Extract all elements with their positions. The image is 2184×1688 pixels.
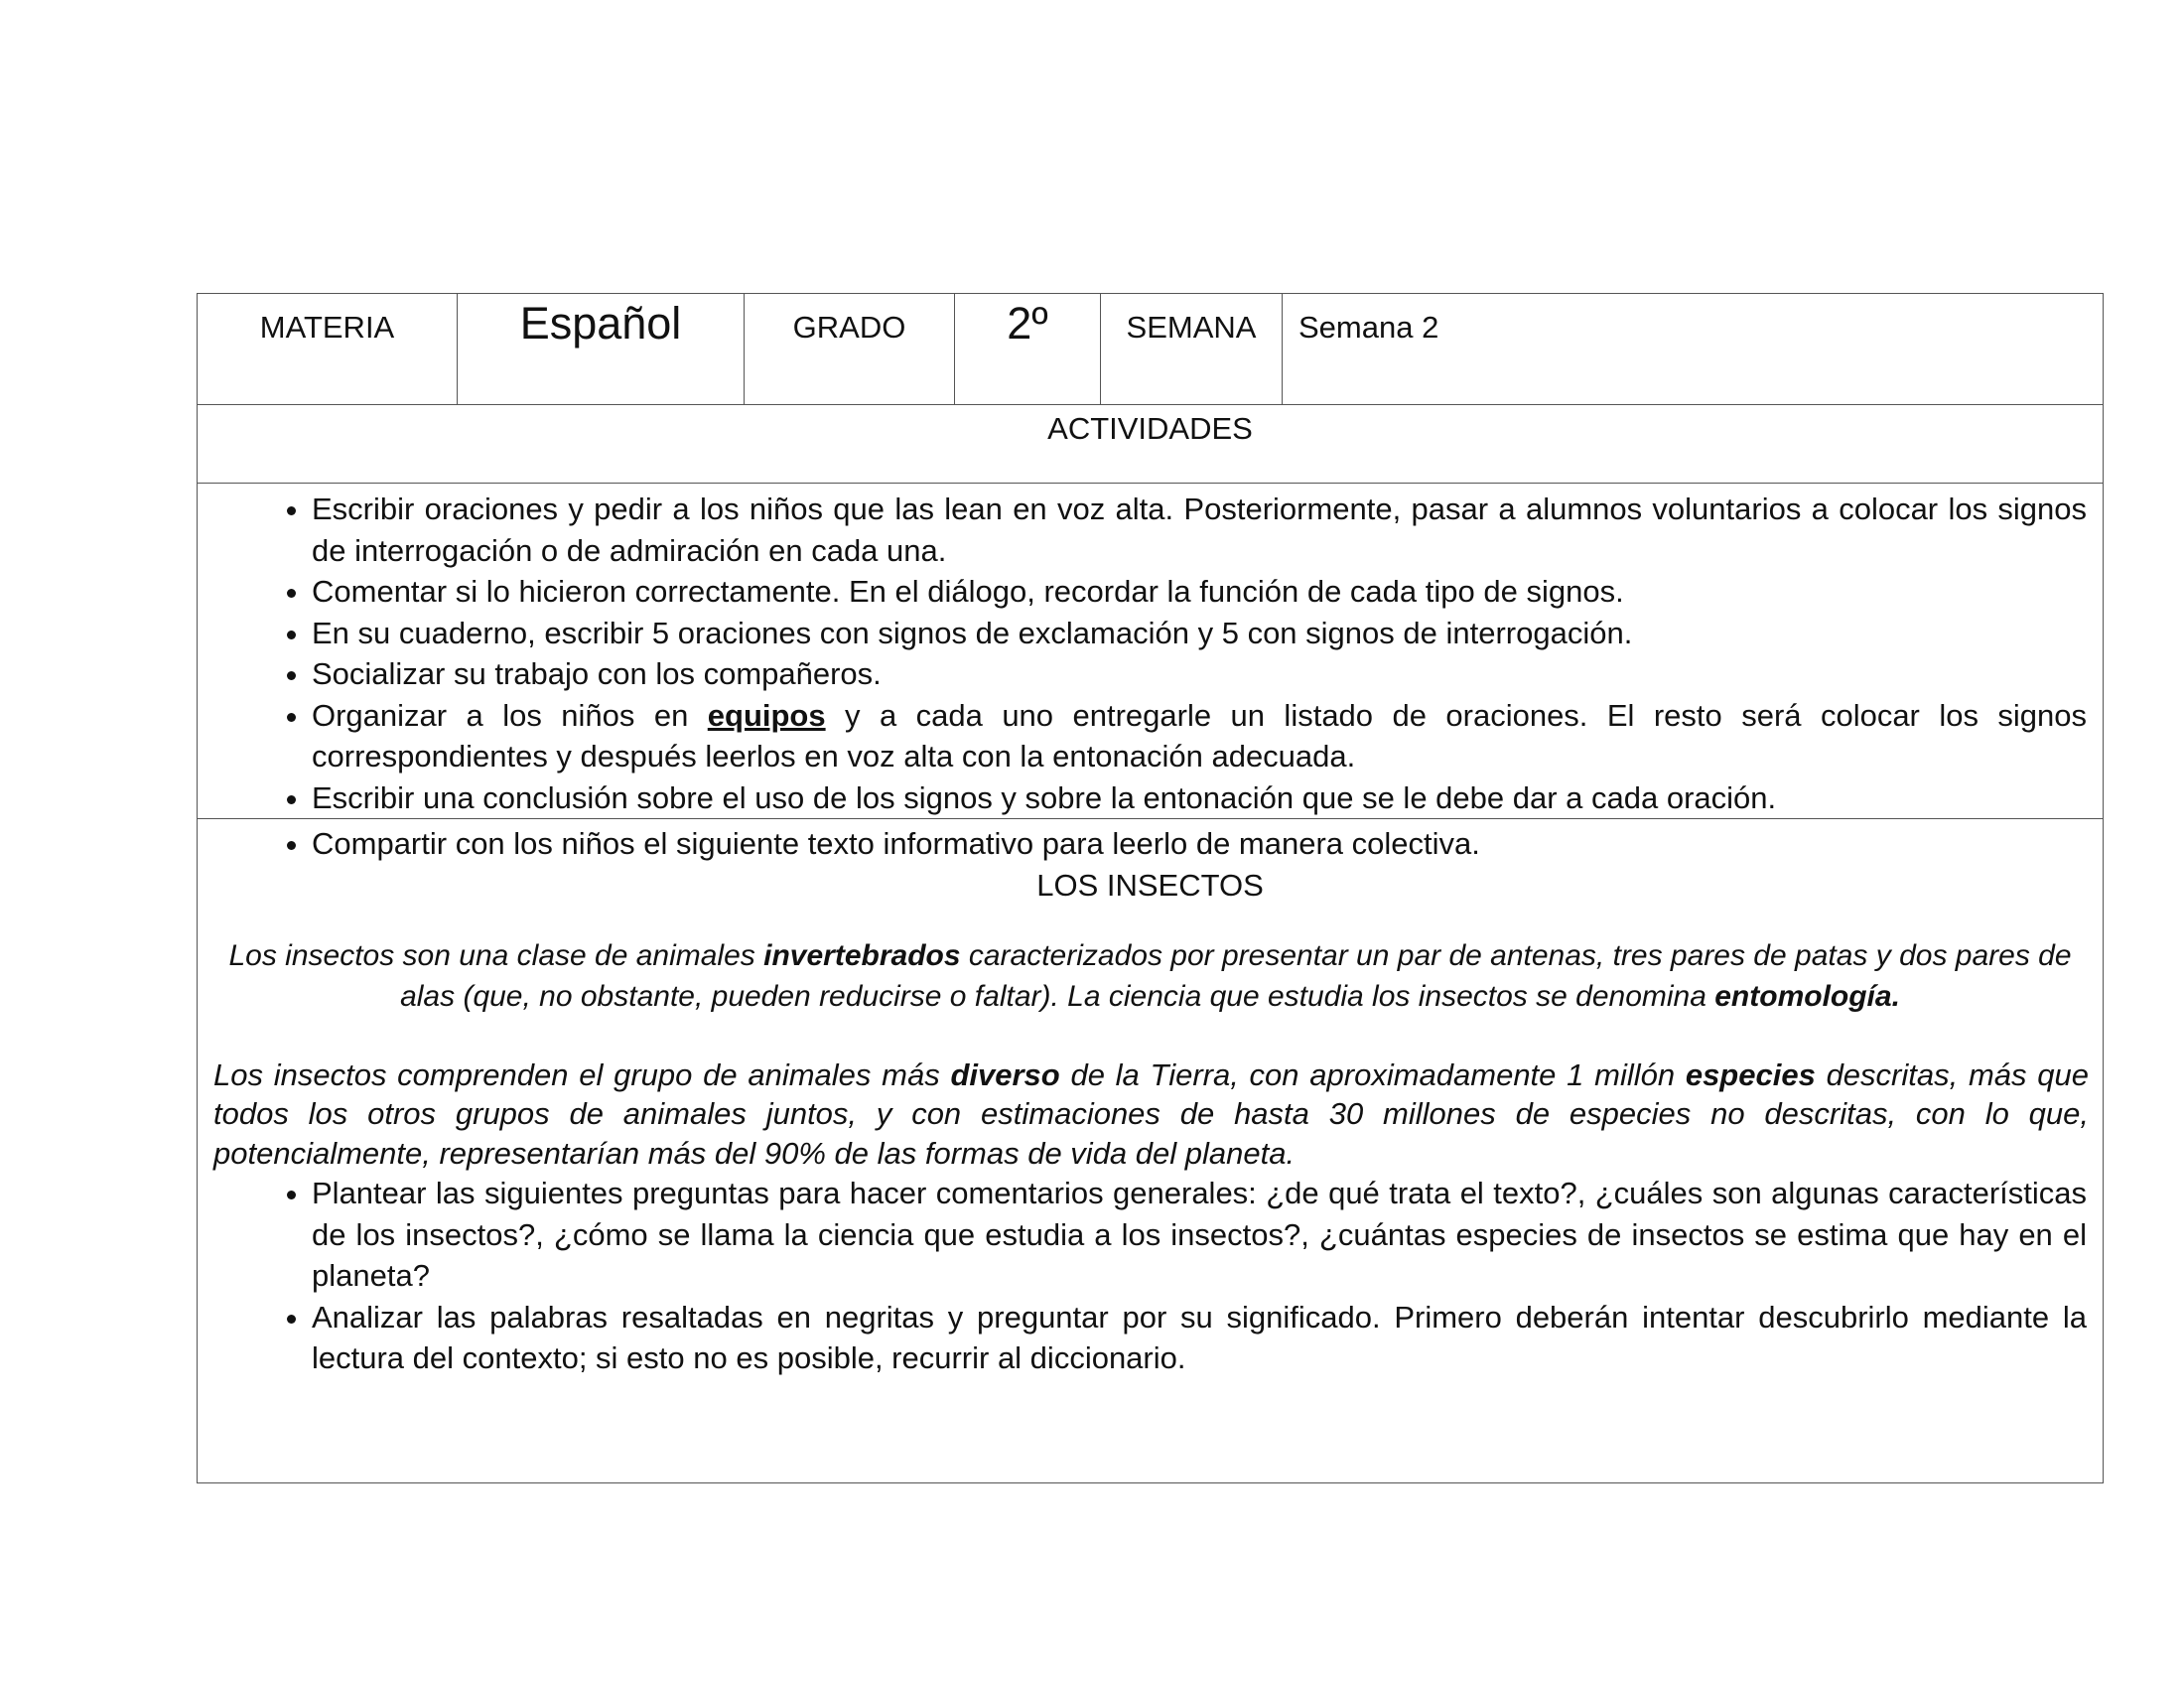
text-run: Organizar a los niños en (312, 697, 708, 733)
list-item: • Plantear las siguientes preguntas para hacer comentarios generales: ¿de qué trata el texto?, ¿cuáles son algunas características de los insectos?, ¿cómo se llama la ciencia que estudia a los insectos?, ¿cuántas especies de insectos se estima que hay en el planeta? (312, 1173, 2087, 1297)
text-run: descritas, más que todos los otros grupos de animales juntos, y con estimaciones de hasta 30 millones de especies no descritas, con lo que, potencialmente, representarían más del 90% de las formas de vida del planeta. (213, 1056, 2089, 1171)
materia-label: MATERIA (198, 294, 458, 405)
section1-row (198, 484, 2104, 819)
list-item: • Comentar si lo hicieron correctamente. En el diálogo, recordar la función de cada tipo de signos. (312, 571, 2087, 613)
section2-list-c (198, 1297, 2103, 1379)
bold-keyword: invertebrados (763, 938, 961, 972)
reading-title: LOS INSECTOS (1036, 867, 1264, 903)
semana-value: Semana 2 (1283, 294, 2104, 405)
semana-label: SEMANA (1101, 294, 1283, 405)
list-item (312, 695, 2087, 777)
section2-cell (198, 819, 2104, 1483)
list-item: • Escribir oraciones y pedir a los niños que las lean en voz alta. Posteriormente, pasar a alumnos voluntarios a colocar los signos de interrogación o de admiración en cada una. (312, 489, 2087, 571)
planning-table (197, 293, 2104, 1483)
section1-list (198, 484, 2103, 818)
section2-list-b (198, 1173, 2103, 1297)
bold-keyword: equipos (707, 697, 826, 733)
list-item: • Analizar las palabras resaltadas en negritas y preguntar por su significado. Primero deberán intentar descubrirlo mediante la lectura del contexto; si esto no es posible, recurrir al diccionario. (312, 1297, 2087, 1379)
section1-cell (198, 484, 2104, 819)
reading-paragraph-2 (213, 1055, 2089, 1174)
grado-value: 2º (955, 294, 1101, 405)
text-run: Los insectos son una clase de animales (228, 938, 764, 972)
text-run: Los insectos comprenden el grupo de animales más (213, 1056, 951, 1092)
section2-list-a (198, 819, 2103, 865)
list-item: • Escribir una conclusión sobre el uso de los signos y sobre la entonación que se le debe dar a cada oración. (312, 777, 2087, 819)
actividades-title: ACTIVIDADES (198, 405, 2104, 484)
bold-keyword: especies (1685, 1056, 1816, 1092)
materia-value: Español (458, 294, 745, 405)
bold-keyword: entomología. (1714, 980, 1900, 1013)
list-item: • En su cuaderno, escribir 5 oraciones con signos de exclamación y 5 con signos de interrogación. (312, 613, 2087, 654)
reading-paragraph-1 (227, 935, 2073, 1018)
bold-keyword: diverso (950, 1056, 1060, 1092)
list-item: • Compartir con los niños el siguiente texto informativo para leerlo de manera colectiva. (312, 823, 2087, 865)
text-run: caracterizados por presentar un par de antenas, tres pares de patas y dos pares de alas (que, no obstante, pueden reducirse o faltar). La ciencia que estudia los insectos se denomina (400, 938, 2072, 1013)
actividades-row (198, 405, 2104, 484)
text-run: y a cada uno entregarle un listado de oraciones. El resto será colocar los signos correspondientes y después leerlos en voz alta con la entonación adecuada. (312, 697, 2087, 774)
text-run: de la Tierra, con aproximadamente 1 millón (1059, 1056, 1686, 1092)
grado-label: GRADO (745, 294, 955, 405)
section2-row (198, 819, 2104, 1483)
list-item: • Socializar su trabajo con los compañeros. (312, 653, 2087, 695)
header-row (198, 294, 2104, 405)
